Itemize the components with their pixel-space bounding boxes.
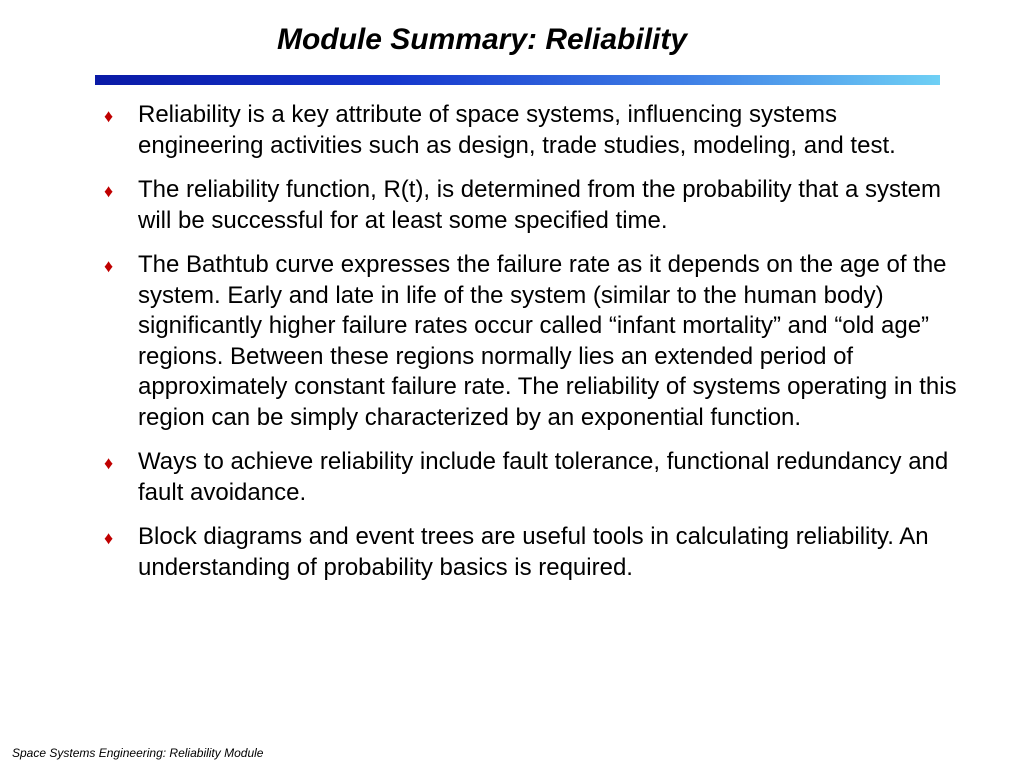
diamond-bullet-icon: ♦	[104, 453, 114, 473]
bullet-item	[104, 250, 964, 433]
bullet-item	[104, 522, 964, 583]
diamond-bullet-icon: ♦	[104, 528, 114, 548]
bullet-text: Ways to achieve reliability include fault tolerance, functional redundancy and fault avoidance.	[138, 448, 949, 506]
bullet-text: The Bathtub curve expresses the failure rate as it depends on the age of the system. Early and late in life of the system (similar to the human body) significantly higher failure rates occur called “infant mortality” and “old age” regions. Between these regions normally lies an extended period of approximately constant failure rate. The reliability of systems operating in this region can be simply characterized by an exponential function.	[138, 251, 957, 431]
bullet-item	[104, 100, 964, 161]
bullet-text: Block diagrams and event trees are useful tools in calculating reliability. An understanding of probability basics is required.	[138, 523, 929, 581]
diamond-bullet-icon: ♦	[104, 256, 114, 276]
bullet-list	[104, 100, 964, 597]
footer-text: Space Systems Engineering: Reliability Module	[12, 746, 264, 760]
bullet-item	[104, 175, 964, 236]
bullet-text: The reliability function, R(t), is determined from the probability that a system will be successful for at least some specified time.	[138, 176, 941, 234]
diamond-bullet-icon: ♦	[104, 106, 114, 126]
bullet-item	[104, 447, 964, 508]
title-gradient-rule	[95, 75, 940, 85]
diamond-bullet-icon: ♦	[104, 181, 114, 201]
slide-title: Module Summary: Reliability	[276, 23, 688, 56]
bullet-text: Reliability is a key attribute of space systems, influencing systems engineering activities such as design, trade studies, modeling, and test.	[138, 101, 896, 159]
